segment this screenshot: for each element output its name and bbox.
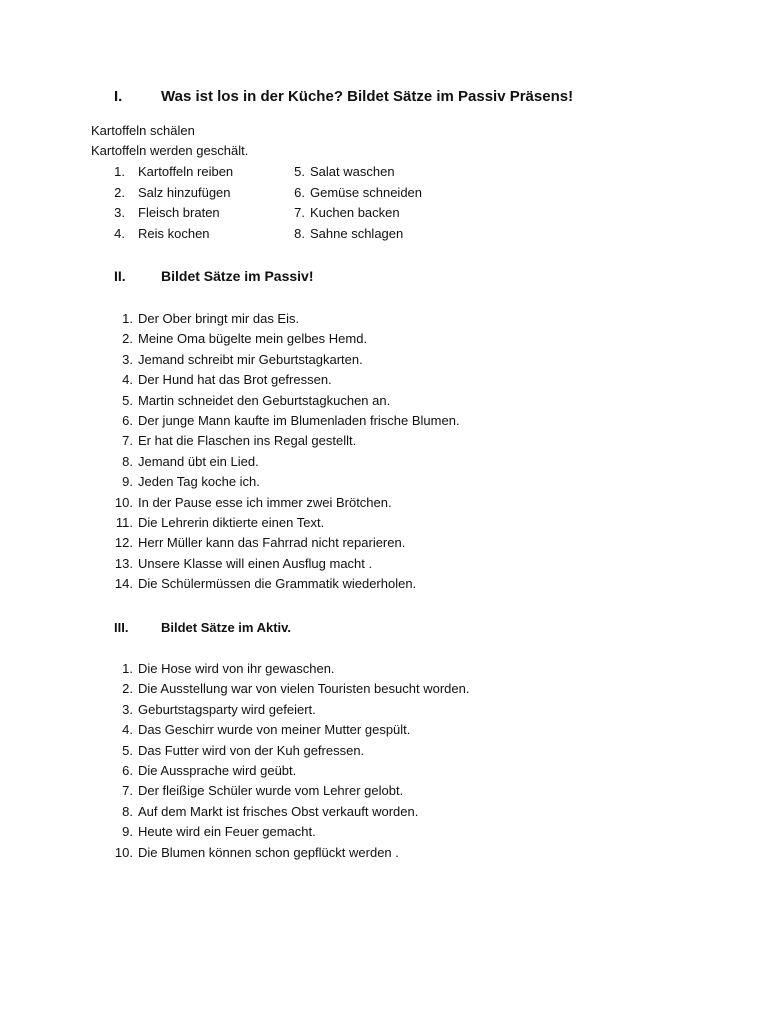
list-item-text: Der junge Mann kaufte im Blumenladen frische Blumen. [138, 413, 460, 428]
example-passive: Kartoffeln werden geschält. [91, 143, 249, 158]
list-item-text: Salat waschen [310, 164, 395, 179]
exercise-3-item [0, 742, 365, 760]
section-3-number: III. [114, 620, 129, 635]
list-item-text: Fleisch braten [138, 205, 220, 220]
list-item-text: Das Geschirr wurde von meiner Mutter gespült. [138, 722, 411, 738]
list-item-number: 1. [122, 661, 133, 676]
example-infinitive: Kartoffeln schälen [91, 123, 195, 138]
list-item-number: 3. [114, 205, 125, 220]
section-2-title: Bildet Sätze im Passiv! [161, 268, 314, 284]
list-item-number: 5. [122, 742, 133, 758]
list-item-text: Martin schneidet den Geburtstagkuchen an. [138, 392, 391, 408]
section-1-number: I. [114, 88, 123, 105]
list-item-number: 5. [122, 392, 133, 408]
list-item-text: In der Pause esse ich immer zwei Brötchen. [138, 494, 392, 510]
list-item-number: 4. [122, 722, 133, 738]
list-item-text: Auf dem Markt ist frisches Obst verkauft worden. [138, 803, 419, 819]
section-1-title: Was ist los in der Küche? Bildet Sätze im Passiv Präsens! [161, 88, 574, 105]
exercise-3-item [0, 803, 419, 821]
list-item-number: 2. [114, 184, 125, 200]
list-item-number: 4. [122, 372, 133, 388]
exercise-2-item [0, 494, 392, 512]
list-item-number: 12. [114, 535, 133, 551]
list-item-text: Die Lehrerin diktierte einen Text. [138, 515, 325, 530]
list-item-number: 13. [114, 555, 133, 571]
exercise-2-item [0, 412, 460, 430]
exercise-2-item [0, 473, 260, 491]
list-item-text: Gemüse schneiden [310, 184, 423, 200]
list-item-number: 1. [114, 164, 125, 179]
list-item-number: 8. [122, 453, 133, 469]
list-item-number: 6. [122, 413, 133, 428]
list-item-number: 8. [122, 803, 133, 819]
exercise-2-item [0, 392, 391, 410]
exercise-2-item [0, 432, 357, 450]
exercise-3-item [0, 844, 399, 862]
list-item-text: Heute wird ein Feuer gemacht. [138, 824, 316, 840]
exercise-3-item [0, 701, 316, 719]
list-item-text: Die Ausstellung war von vielen Touristen besucht worden. [138, 681, 470, 697]
list-item-text: Sahne schlagen [310, 225, 404, 241]
list-item-text: Der Ober bringt mir das Eis. [138, 311, 300, 326]
list-item-text: Die Blumen können schon gepflückt werden . [138, 844, 399, 860]
section-3-title: Bildet Sätze im Aktiv. [161, 620, 292, 635]
exercise-3-item [0, 823, 316, 841]
list-item-number: 10. [114, 494, 133, 510]
list-item-text: Er hat die Flaschen ins Regal gestellt. [138, 433, 357, 449]
exercise-2-item [0, 453, 259, 471]
list-item-number: 14. [114, 576, 133, 592]
list-item-text: Die Hose wird von ihr gewaschen. [138, 661, 335, 676]
list-item-number: 4. [114, 225, 125, 241]
exercise-2-item [0, 330, 368, 348]
list-item-number: 10. [114, 844, 133, 860]
list-item-number: 6. [122, 763, 133, 778]
list-item-text: Reis kochen [138, 225, 210, 241]
list-item-number: 7. [122, 433, 133, 449]
list-item-number: 7. [294, 205, 305, 220]
exercise-2-item [0, 575, 417, 593]
exercise-2-item [0, 555, 373, 573]
exercise-2-item [0, 351, 363, 369]
list-item-number: 3. [122, 351, 133, 367]
list-item-number: 2. [122, 681, 133, 697]
list-item-number: 11. [115, 515, 133, 530]
list-item-text: Kuchen backen [310, 205, 400, 220]
list-item-text: Die Aussprache wird geübt. [138, 763, 297, 778]
exercise-2-item [0, 371, 332, 389]
list-item-text: Die Schülermüssen die Grammatik wiederholen. [138, 576, 417, 592]
exercise-3-item [0, 721, 411, 739]
list-item-number: 8. [294, 225, 305, 241]
list-item-number: 9. [122, 474, 133, 490]
section-2-number: II. [114, 268, 126, 284]
list-item-text: Das Futter wird von der Kuh gefressen. [138, 742, 365, 758]
list-item-text: Der Hund hat das Brot gefressen. [138, 372, 332, 388]
list-item-text: Meine Oma bügelte mein gelbes Hemd. [138, 331, 368, 347]
list-item-text: Unsere Klasse will einen Ausflug macht . [138, 555, 373, 571]
exercise-3-item [0, 660, 335, 678]
list-item-number: 2. [122, 331, 133, 347]
exercise-3-item [0, 782, 404, 800]
list-item-text: Herr Müller kann das Fahrrad nicht reparieren. [138, 535, 406, 551]
list-item-number: 7. [122, 783, 133, 799]
list-item-text: Jeden Tag koche ich. [138, 474, 260, 490]
list-item-text: Jemand schreibt mir Geburtstagkarten. [138, 351, 363, 367]
exercise-3-item [0, 762, 297, 780]
list-item-number: 1. [122, 311, 133, 326]
list-item-text: Jemand übt ein Lied. [138, 453, 259, 469]
exercise-2-item [0, 310, 300, 328]
exercise-2-item [0, 514, 325, 532]
list-item-number: 9. [122, 824, 133, 840]
list-item-text: Salz hinzufügen [138, 184, 231, 200]
list-item-number: 5. [294, 164, 305, 179]
exercise-2-item [0, 534, 406, 552]
list-item-text: Geburtstagsparty wird gefeiert. [138, 701, 316, 717]
exercise-3-item [0, 680, 470, 698]
list-item-text: Kartoffeln reiben [138, 164, 234, 179]
list-item-text: Der fleißige Schüler wurde vom Lehrer gelobt. [138, 783, 404, 799]
list-item-number: 3. [122, 701, 133, 717]
list-item-number: 6. [294, 184, 305, 200]
